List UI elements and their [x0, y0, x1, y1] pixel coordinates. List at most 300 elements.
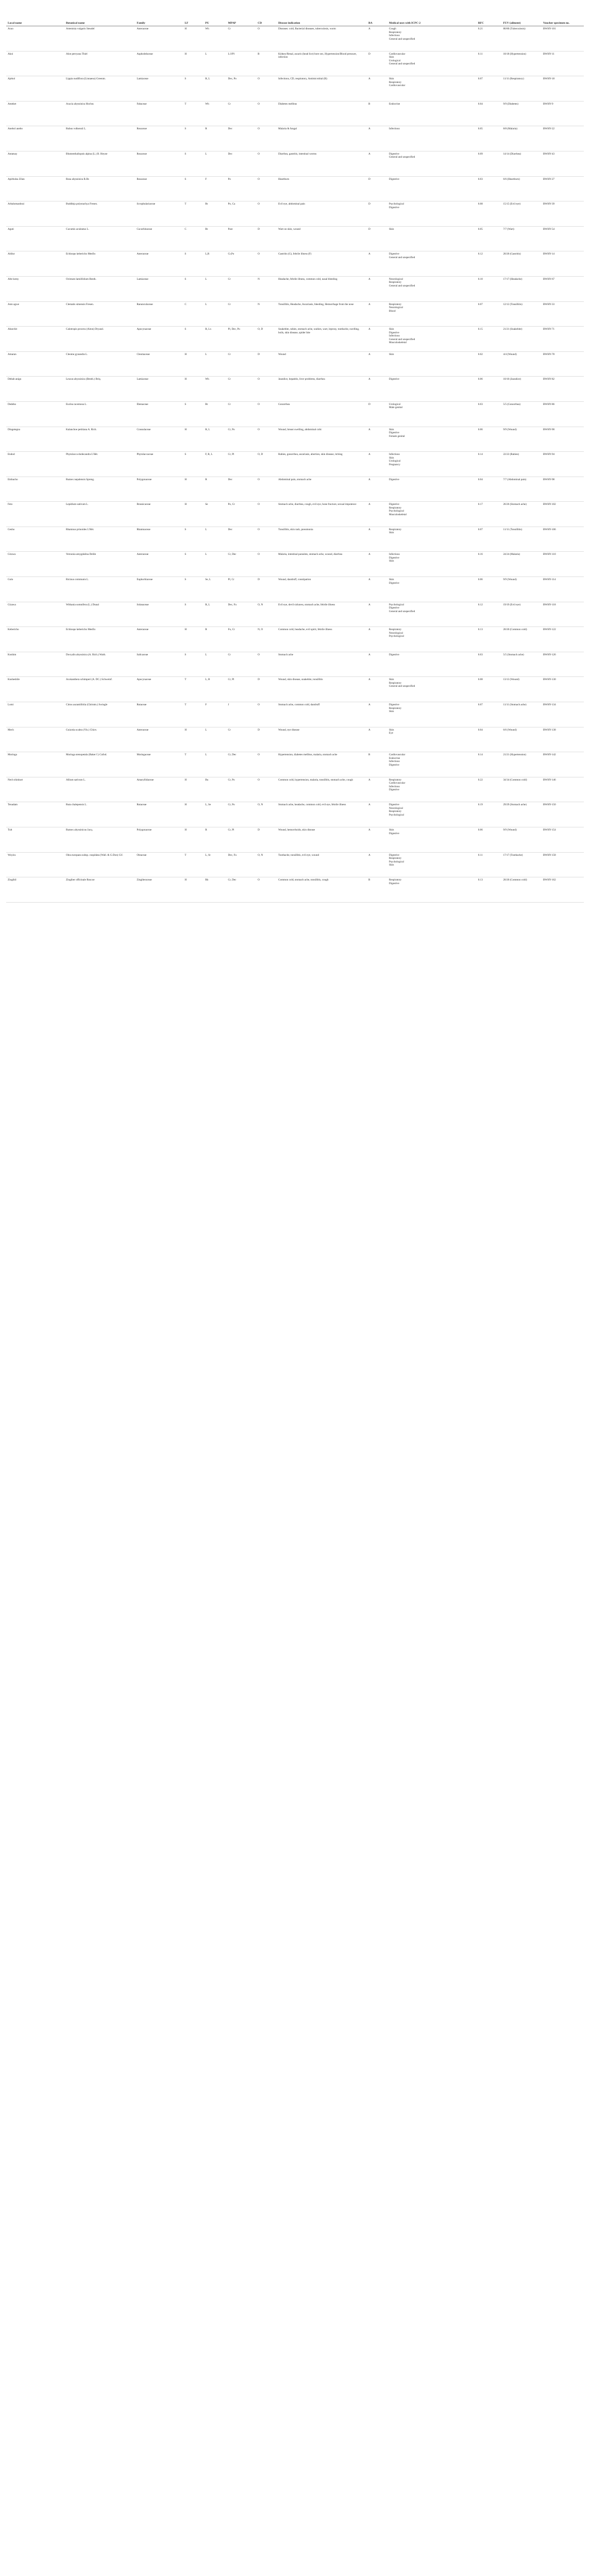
cell-disease-indication: Toothache, tonsillitis, evil eye, wound: [277, 852, 367, 877]
cell-fuv: 17/17 (Toothache): [501, 852, 542, 877]
cell-mpap: Dec, Fu: [227, 852, 257, 877]
cell-cd: O: [256, 477, 277, 502]
cell-voucher: BWHY-43: [542, 151, 584, 176]
cell-family: Lamiaceae: [135, 377, 183, 402]
cell-disease-indication: Common cold, headache, evil spirit, febrile illness: [277, 627, 367, 652]
medical-use-category: Psychological: [389, 860, 404, 863]
cell-disease-indication: Diarrhea, gastritis, intestinal worms: [277, 151, 367, 176]
cell-voucher: BWHY-22: [542, 126, 584, 151]
cell-botanical-name: Allium sativum L.: [64, 777, 135, 802]
cell-rfc: 0.03: [477, 652, 502, 677]
cell-local-name: Abarchit: [6, 327, 64, 352]
cell-cd: O: [256, 777, 277, 802]
medical-use-category: Digestive: [389, 853, 399, 857]
cell-botanical-name: Cucumis aculeatus L.: [64, 226, 135, 251]
cell-rfc: 0.14: [477, 452, 502, 477]
cell-mpap: Cr: [227, 276, 257, 301]
medical-use-category: Digestive: [389, 431, 399, 434]
cell-voucher: BWHY-150: [542, 802, 584, 827]
cell-disease-indication: Wound, hemorrhoids, skin disease: [277, 827, 367, 853]
medical-use-category: Skin: [389, 77, 394, 81]
table-row: [6, 702, 584, 727]
cell-voucher: BWHY-90: [542, 427, 584, 452]
cell-local-name: Aguti: [6, 226, 64, 251]
cell-botanical-name: Acokanthera schimperi (A. DC.) Schweinf.: [64, 677, 135, 702]
cell-medical-uses: [387, 101, 477, 126]
cell-medical-uses: [387, 151, 477, 176]
cell-mpap: Past: [227, 226, 257, 251]
cell-lf: S: [183, 602, 204, 627]
medical-use-category: General and unspecified: [389, 685, 415, 688]
medical-use-category: Digestive: [389, 252, 399, 256]
cell-medical-uses: [387, 602, 477, 627]
cell-pu: L: [204, 276, 226, 301]
medical-use-category: General and unspecified: [389, 609, 415, 613]
medical-use-category: Digestive: [389, 703, 399, 707]
cell-pu: L,R: [204, 251, 226, 277]
medical-use-category: Digestive: [389, 581, 399, 585]
cell-local-name: Woyira: [6, 852, 64, 877]
cell-pu: Se: [204, 502, 226, 527]
cell-disease-indication: Headache, febrile illness, common cold, nasal bleeding: [277, 276, 367, 301]
cell-botanical-name: Ocimum lamiifolium Benth.: [64, 276, 135, 301]
cell-voucher: BWHY-39: [542, 201, 584, 227]
cell-medical-uses: [387, 176, 477, 201]
cell-disease-indication: Stomach ache: [277, 652, 367, 677]
cell-ba: D: [367, 51, 387, 76]
cell-botanical-name: Guizotia scabra (Vis.) Chiov.: [64, 727, 135, 752]
medical-use-category: Cough: [389, 27, 396, 30]
cell-cd: O: [256, 26, 277, 52]
cell-lf: S: [183, 251, 204, 277]
cell-family: Solanaceae: [135, 602, 183, 627]
cell-cd: O: [256, 176, 277, 201]
cell-local-name: Feto: [6, 502, 64, 527]
cell-mpap: Cr, Dec: [227, 752, 257, 777]
table-row: [6, 427, 584, 452]
medical-use-category: Infectious: [389, 760, 400, 764]
cell-botanical-name: Clematis simensis Fresen.: [64, 301, 135, 327]
cell-voucher: BWHY-106: [542, 527, 584, 552]
medical-use-category: Skin: [389, 560, 394, 563]
cell-rfc: 0.09: [477, 151, 502, 176]
cell-lf: T: [183, 852, 204, 877]
cell-fuv: 7/7 (Abdominal pain): [501, 477, 542, 502]
cell-local-name: Tenadam: [6, 802, 64, 827]
cell-botanical-name: Rumex abyssinicus Jacq.: [64, 827, 135, 853]
cell-local-name: Ameket: [6, 101, 64, 126]
medical-use-category: Digestive: [389, 378, 399, 381]
cell-disease-indication: Snakebite, rabies, stomach ache, scabies, wart, leprosy, toothache, swelling, boils, skin disease, spider bite: [277, 327, 367, 352]
medical-use-category: Digestive: [389, 206, 399, 209]
cell-cd: O, D: [256, 452, 277, 477]
cell-lf: H: [183, 427, 204, 452]
cell-mpap: Cr: [227, 727, 257, 752]
cell-lf: T: [183, 101, 204, 126]
cell-disease-indication: Stomach ache, headache, common cold, evil eye, febrile illness: [277, 802, 367, 827]
cell-rfc: 0.10: [477, 276, 502, 301]
cell-ba: A: [367, 151, 387, 176]
table-row: [6, 76, 584, 101]
cell-mpap: Cr,Po: [227, 251, 257, 277]
cell-pu: Bu: [204, 777, 226, 802]
cell-lf: S: [183, 527, 204, 552]
medical-use-category: Skin: [389, 328, 394, 331]
cell-mpap: L/J/Pl: [227, 51, 257, 76]
cell-mpap: Cr: [227, 401, 257, 427]
cell-voucher: BWHY-18: [542, 76, 584, 101]
medical-use-category: Skin: [389, 428, 394, 431]
cell-local-name: Embacho: [6, 477, 64, 502]
medical-use-category: Infectious: [389, 34, 400, 37]
cell-lf: C: [183, 301, 204, 327]
cell-pu: L: [204, 652, 226, 677]
cell-ba: B: [367, 877, 387, 903]
cell-local-name: Gizawa: [6, 602, 64, 627]
cell-voucher: BWHY-54: [542, 226, 584, 251]
cell-family: Ebenaceae: [135, 401, 183, 427]
medical-use-category: Psychological: [389, 510, 404, 513]
table-row: [6, 377, 584, 402]
cell-ba: A: [367, 827, 387, 853]
cell-cd: O: [256, 752, 277, 777]
medical-use-category: Blood: [389, 309, 396, 313]
header-row: [6, 0, 584, 26]
ethnobotanical-table: [6, 0, 584, 903]
cell-cd: O: [256, 201, 277, 227]
medical-use-category: Pregnancy: [389, 463, 400, 466]
cell-mpap: Dec: [227, 527, 257, 552]
cell-ba: A: [367, 527, 387, 552]
table-row: [6, 677, 584, 702]
medical-use-category: Neurological: [389, 631, 403, 635]
cell-fuv: 9/9 (Wound): [501, 827, 542, 853]
cell-lf: H: [183, 727, 204, 752]
cell-family: Apocynaceae: [135, 327, 183, 352]
cell-family: Asteraceae: [135, 727, 183, 752]
cell-disease-indication: Evil eye, abdominal pain: [277, 201, 367, 227]
cell-family: Ranunculaceae: [135, 301, 183, 327]
cell-disease-indication: Common cold, hypertension, malaria, tonsillitis, stomach ache, cough: [277, 777, 367, 802]
cell-rfc: 0.06: [477, 377, 502, 402]
medical-use-category: Respiratory: [389, 80, 402, 84]
header-family: Family: [135, 0, 183, 26]
cell-medical-uses: [387, 76, 477, 101]
cell-cd: N: [256, 276, 277, 301]
medical-use-category: Respiratory: [389, 628, 402, 632]
cell-botanical-name: Rubus volkensii L.: [64, 126, 135, 151]
table-row: [6, 727, 584, 752]
cell-rfc: 0.11: [477, 51, 502, 76]
cell-family: Rosaceae: [135, 151, 183, 176]
cell-lf: S: [183, 126, 204, 151]
cell-fuv: 7/7 (Wart): [501, 226, 542, 251]
cell-family: Zingiberaceae: [135, 877, 183, 903]
cell-ba: A: [367, 477, 387, 502]
cell-pu: Se, L: [204, 577, 226, 602]
cell-lf: H: [183, 26, 204, 52]
medical-use-category: Respiratory: [389, 778, 402, 782]
cell-medical-uses: [387, 201, 477, 227]
cell-botanical-name: Moringa stenopetala (Baker f.) Cufod.: [64, 752, 135, 777]
cell-voucher: BWHY-162: [542, 877, 584, 903]
medical-use-category: Male genital: [389, 406, 402, 410]
cell-medical-uses: [387, 502, 477, 527]
cell-local-name: Girawa: [6, 552, 64, 577]
medical-use-category: Psychological: [389, 813, 404, 817]
cell-voucher: BWHY-134: [542, 702, 584, 727]
cell-mpap: Pl, Dec, Po: [227, 327, 257, 352]
cell-disease-indication: Rabies, gonorrhea, ascariasis, abortion, skin disease, itching: [277, 452, 367, 477]
cell-voucher: BWHY-14: [542, 251, 584, 277]
cell-fuv: 19/19 (Evil eye): [501, 602, 542, 627]
cell-voucher: BWHY-94: [542, 452, 584, 477]
cell-botanical-name: Blumenthaliopsis alpina (L.) B. Heyne: [64, 151, 135, 176]
cell-family: Asphodelaceae: [135, 51, 183, 76]
cell-voucher: BWHY-110: [542, 552, 584, 577]
cell-ba: D: [367, 226, 387, 251]
medical-use-category: Skin: [389, 578, 394, 582]
cell-cd: D: [256, 727, 277, 752]
cell-local-name: Debab anigu: [6, 377, 64, 402]
cell-family: Rutaceae: [135, 702, 183, 727]
cell-medical-uses: [387, 777, 477, 802]
cell-fuv: 6/6 (Heartburn): [501, 176, 542, 201]
cell-voucher: BWHY-82: [542, 377, 584, 402]
cell-pu: L: [204, 351, 226, 377]
cell-fuv: 11/11 (Tonsillitis): [501, 527, 542, 552]
cell-lf: S: [183, 452, 204, 477]
cell-local-name: Koshim: [6, 652, 64, 677]
medical-use-category: Respiratory: [389, 706, 402, 710]
cell-pu: L, St: [204, 852, 226, 877]
cell-fuv: 21/21 (Hypertension): [501, 752, 542, 777]
medical-use-category: Cardiovascular: [389, 52, 406, 56]
medical-use-category: Respiratory: [389, 681, 402, 685]
medical-use-category: Digestive: [389, 882, 399, 885]
medical-use-category: Eye: [389, 732, 393, 735]
header-rfc: RFC: [477, 0, 502, 26]
table-row: [6, 802, 584, 827]
medical-use-category: Urological: [389, 59, 401, 62]
cell-rfc: 0.05: [477, 226, 502, 251]
cell-ba: A: [367, 852, 387, 877]
cell-family: Brassicaceae: [135, 502, 183, 527]
cell-lf: S: [183, 577, 204, 602]
cell-pu: L: [204, 527, 226, 552]
cell-rfc: 0.12: [477, 602, 502, 627]
cell-local-name: Dingetegna: [6, 427, 64, 452]
cell-rfc: 0.04: [477, 727, 502, 752]
cell-local-name: Arbahotsanbrai: [6, 201, 64, 227]
cell-botanical-name: Rosa abyssinica R.Br.: [64, 176, 135, 201]
cell-disease-indication: Hypertension, diabetes mellitus, malaria, stomach ache: [277, 752, 367, 777]
cell-disease-indication: Malaria, intestinal parasites, stomach ache, wound, diarrhea: [277, 552, 367, 577]
cell-disease-indication: Heartburn: [277, 176, 367, 201]
cell-lf: S: [183, 401, 204, 427]
cell-rfc: 0.05: [477, 126, 502, 151]
cell-medical-uses: [387, 351, 477, 377]
cell-pu: R, L: [204, 602, 226, 627]
cell-medical-uses: [387, 627, 477, 652]
cell-cd: D: [256, 226, 277, 251]
cell-ba: A: [367, 126, 387, 151]
cell-rfc: 0.14: [477, 752, 502, 777]
cell-cd: O: [256, 427, 277, 452]
table-row: [6, 502, 584, 527]
cell-medical-uses: [387, 477, 477, 502]
cell-disease-indication: Stomach ache, common cold, dandruff: [277, 702, 367, 727]
cell-pu: Wh: [204, 26, 226, 52]
cell-disease-indication: Wound, dandruff, constipation: [277, 577, 367, 602]
cell-fuv: 10/10 (Jaundice): [501, 377, 542, 402]
cell-lf: H: [183, 627, 204, 652]
cell-pu: Rh: [204, 877, 226, 903]
cell-mpap: Dec, Fu: [227, 602, 257, 627]
cell-cd: N: [256, 301, 277, 327]
cell-botanical-name: Echinops kebericho Mesfin: [64, 627, 135, 652]
cell-voucher: BWHY-142: [542, 752, 584, 777]
cell-medical-uses: [387, 301, 477, 327]
cell-lf: H: [183, 351, 204, 377]
cell-disease-indication: Infections, CD, respiratory, Antimicrobial (R): [277, 76, 367, 101]
cell-lf: H: [183, 802, 204, 827]
cell-rfc: 0.13: [477, 627, 502, 652]
header-botanical-name: Botanical name: [64, 0, 135, 26]
cell-lf: H: [183, 477, 204, 502]
medical-use-category: Female genital: [389, 434, 405, 438]
medical-use-category: Cardiovascular: [389, 782, 406, 785]
cell-local-name: Kusheshile: [6, 677, 64, 702]
cell-medical-uses: [387, 802, 477, 827]
cell-medical-uses: [387, 126, 477, 151]
medical-use-category: Digestive: [389, 788, 399, 792]
header-disease-indication: Disease indication: [277, 0, 367, 26]
cell-cd: N, O: [256, 627, 277, 652]
header-voucher: Voucher specimen no.: [542, 0, 584, 26]
cell-fuv: 80/80 (Tuberculosis): [501, 26, 542, 52]
cell-family: Lamiaceae: [135, 276, 183, 301]
cell-botanical-name: Leucas abyssinica (Benth.) Briq.: [64, 377, 135, 402]
cell-mpap: Dec: [227, 477, 257, 502]
medical-use-category: Digestive: [389, 556, 399, 560]
cell-ba: A: [367, 327, 387, 352]
cell-fuv: 5/5 (Stomach ache): [501, 652, 542, 677]
cell-botanical-name: Ricinus communis L.: [64, 577, 135, 602]
table-row: [6, 351, 584, 377]
cell-disease-indication: Gonorrhea: [277, 401, 367, 427]
cell-mpap: Po, Cr: [227, 502, 257, 527]
cell-fuv: 14/14 (Diarrhea): [501, 151, 542, 176]
cell-mpap: Cr: [227, 26, 257, 52]
table-row: [6, 301, 584, 327]
medical-use-category: Psychological: [389, 603, 404, 606]
medical-use-category: Infectious: [389, 334, 400, 338]
cell-mpap: Cr, Po: [227, 427, 257, 452]
cell-mpap: Cr, Po: [227, 802, 257, 827]
cell-family: Moringaceae: [135, 752, 183, 777]
cell-voucher: BWHY-130: [542, 677, 584, 702]
cell-pu: R, Lx: [204, 327, 226, 352]
cell-pu: Wh: [204, 101, 226, 126]
medical-use-category: Digestive: [389, 152, 399, 156]
cell-mpap: Cr, Dec: [227, 877, 257, 903]
table-row: [6, 852, 584, 877]
cell-ba: D: [367, 401, 387, 427]
table-row: [6, 602, 584, 627]
cell-medical-uses: [387, 377, 477, 402]
medical-use-category: Respiratory: [389, 878, 402, 882]
cell-ba: A: [367, 276, 387, 301]
cell-rfc: 0.11: [477, 852, 502, 877]
cell-family: Salicaceae: [135, 652, 183, 677]
cell-cd: O: [256, 527, 277, 552]
cell-pu: R: [204, 126, 226, 151]
cell-family: Rosaceae: [135, 126, 183, 151]
cell-medical-uses: [387, 752, 477, 777]
cell-ba: A: [367, 301, 387, 327]
header-lf: LF: [183, 0, 204, 26]
cell-voucher: BWHY-98: [542, 477, 584, 502]
cell-fuv: 20/20 (Common cold): [501, 627, 542, 652]
cell-local-name: Aldiut: [6, 251, 64, 277]
cell-fuv: 20/20 (Common cold): [501, 877, 542, 903]
cell-fuv: 8/8 (Malaria): [501, 126, 542, 151]
cell-botanical-name: Artemisia vulgaris Steudel: [64, 26, 135, 52]
cell-voucher: BWHY-78: [542, 351, 584, 377]
cell-rfc: 0.04: [477, 477, 502, 502]
medical-use-category: Endocrine: [389, 102, 400, 106]
header-ba: BA: [367, 0, 387, 26]
cell-local-name: Apirbulsa Zilan: [6, 176, 64, 201]
cell-disease-indication: Gastritis (G), febrile illness (F): [277, 251, 367, 277]
header-medical-uses: Medical uses with ICPC-2: [387, 0, 477, 26]
cell-fuv: 29/29 (Stomach ache): [501, 802, 542, 827]
cell-rfc: 0.03: [477, 401, 502, 427]
cell-local-name: Antatsay: [6, 151, 64, 176]
cell-family: Rosaceae: [135, 176, 183, 201]
cell-disease-indication: Diseases: cold, Bacterial diseases, tuberculosis, worm: [277, 26, 367, 52]
cell-voucher: BWHY-146: [542, 777, 584, 802]
cell-pu: R, L: [204, 427, 226, 452]
header-pu: PU: [204, 0, 226, 26]
cell-disease-indication: Wound, skin disease, snakebite, tonsillitis: [277, 677, 367, 702]
cell-ba: A: [367, 702, 387, 727]
medical-use-category: Skin: [389, 863, 394, 867]
cell-cd: D: [256, 351, 277, 377]
table-row: [6, 327, 584, 352]
cell-local-name: Moringa: [6, 752, 64, 777]
cell-ba: A: [367, 627, 387, 652]
cell-family: Polygonaceae: [135, 477, 183, 502]
cell-botanical-name: Acacia abyssinica Hochst.: [64, 101, 135, 126]
cell-medical-uses: [387, 251, 477, 277]
cell-ba: A: [367, 452, 387, 477]
cell-botanical-name: Lepidium sativum L.: [64, 502, 135, 527]
cell-ba: A: [367, 777, 387, 802]
cell-mpap: Dec: [227, 126, 257, 151]
medical-use-category: Endocrine: [389, 756, 400, 760]
cell-medical-uses: [387, 226, 477, 251]
cell-medical-uses: [387, 852, 477, 877]
cell-ba: A: [367, 802, 387, 827]
medical-use-category: Urological: [389, 402, 401, 406]
cell-local-name: Endod: [6, 452, 64, 477]
medical-use-category: Skin: [389, 710, 394, 714]
cell-lf: T: [183, 752, 204, 777]
cell-family: Polygonaceae: [135, 827, 183, 853]
cell-botanical-name: Withania somnifera (L.) Dunal: [64, 602, 135, 627]
